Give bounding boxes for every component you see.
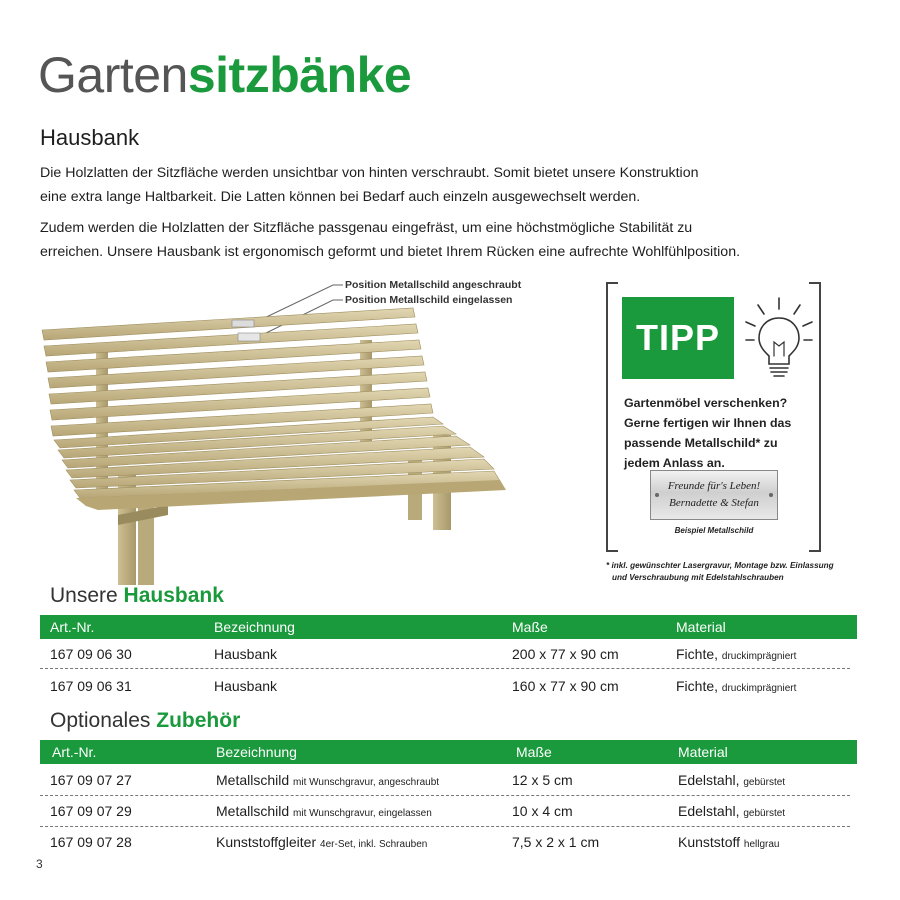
header-size: Maße (516, 744, 552, 760)
cell-art: 167 09 06 30 (50, 646, 132, 662)
callout-screwed: Position Metallschild angeschraubt (345, 279, 522, 291)
table-row (40, 828, 857, 859)
cell-art: 167 09 07 28 (50, 834, 132, 850)
cell-name: Hausbank (214, 678, 278, 694)
section-heading-zubehoer (50, 709, 240, 733)
name-note: mit Wunschgravur, eingelassen (293, 808, 432, 819)
section-heading-hausbank (50, 584, 224, 608)
cell-size: 10 x 4 cm (512, 803, 573, 819)
title-light: Garten (38, 47, 188, 103)
cell-material (676, 678, 796, 694)
cell-material (678, 803, 785, 819)
tipp-line: passende Metallschild* zu (624, 436, 778, 450)
cell-art: 167 09 07 29 (50, 803, 132, 819)
tipp-text (624, 393, 814, 473)
material-main: Kunststoff (678, 834, 741, 850)
table-header (40, 740, 857, 764)
plate-line-2: Bernadette & Stefan (669, 497, 759, 509)
plate-line-1: Freunde für's Leben! (667, 480, 761, 492)
material-note: druckimprägniert (721, 651, 797, 662)
tipp-bracket-left (606, 282, 618, 552)
tipp-badge: TIPP (622, 297, 734, 379)
table-row (40, 797, 857, 828)
paragraph-line-4: erreichen. Unsere Hausbank ist ergonomisch geformt und bietet Ihrem Rücken eine aufrechte Wohlfühlposition. (40, 244, 741, 260)
cell-size: 7,5 x 2 x 1 cm (512, 834, 600, 850)
material-main: Fichte, (676, 646, 719, 662)
footnote (606, 560, 856, 584)
table-row (40, 672, 857, 703)
material-main: Fichte, (676, 678, 719, 694)
paragraph-line-2: eine extra lange Haltbarkeit. Die Latten können bei Bedarf auch einzeln ausgewechselt werden. (40, 189, 641, 205)
row-divider (40, 826, 850, 827)
header-art: Art.-Nr. (52, 744, 97, 760)
tipp-line: Gerne fertigen wir Ihnen das (624, 416, 792, 430)
name-main: Metallschild (216, 803, 290, 819)
header-name: Bezeichnung (214, 619, 295, 635)
footnote-line-2: und Verschraubung mit Edelstahlschrauben (612, 573, 784, 582)
section-heading-bold: Hausbank (123, 584, 224, 607)
section-heading-bold: Zubehör (156, 709, 241, 732)
cell-material (678, 772, 785, 788)
callout-inset: Position Metallschild eingelassen (345, 294, 513, 306)
cell-size: 160 x 77 x 90 cm (512, 678, 619, 694)
material-main: Edelstahl, (678, 803, 740, 819)
cell-name (216, 834, 427, 850)
tipp-line: jedem Anlass an. (624, 456, 725, 470)
paragraph-line-3: Zudem werden die Holzlatten der Sitzfläche passgenau eingefräst, um eine höchstmögliche Stabilität zu (40, 220, 693, 236)
screw-icon (655, 493, 659, 497)
subtitle: Hausbank (40, 125, 140, 150)
cell-name: Hausbank (214, 646, 278, 662)
cell-name (216, 772, 439, 788)
header-size: Maße (512, 619, 548, 635)
cell-size: 12 x 5 cm (512, 772, 573, 788)
table-row (40, 766, 857, 797)
table-header (40, 615, 857, 639)
plate-caption: Beispiel Metallschild (674, 526, 754, 535)
header-material: Material (676, 619, 726, 635)
name-note: 4er-Set, inkl. Schrauben (320, 839, 428, 850)
row-divider (40, 795, 850, 796)
material-note: gebürstet (743, 777, 786, 788)
tipp-line: Gartenmöbel verschenken? (624, 396, 788, 410)
cell-art: 167 09 06 31 (50, 678, 132, 694)
table-row (40, 640, 857, 671)
section-heading-light: Unsere (50, 584, 118, 607)
material-note: gebürstet (743, 808, 786, 819)
cell-size: 200 x 77 x 90 cm (512, 646, 619, 662)
name-main: Metallschild (216, 772, 290, 788)
metal-plate-example (650, 470, 778, 520)
paragraph-line-1: Die Holzlatten der Sitzfläche werden unsichtbar von hinten verschraubt. Somit bietet unsere Konstruktion (40, 165, 699, 181)
page-number: 3 (36, 857, 43, 871)
row-divider (40, 668, 850, 669)
cell-art: 167 09 07 27 (50, 772, 132, 788)
header-art: Art.-Nr. (50, 619, 95, 635)
bench-image (38, 300, 568, 590)
material-note: druckimprägniert (721, 683, 797, 694)
cell-material (676, 646, 796, 662)
title-bold: sitzbänke (187, 47, 412, 103)
header-name: Bezeichnung (216, 744, 297, 760)
material-note: hellgrau (743, 839, 780, 850)
header-material: Material (678, 744, 728, 760)
name-note: mit Wunschgravur, angeschraubt (293, 777, 440, 788)
screw-icon (769, 493, 773, 497)
name-main: Kunststoffgleiter (216, 834, 317, 850)
cell-material (678, 834, 780, 850)
section-heading-light: Optionales (50, 709, 151, 732)
footnote-line-1: * inkl. gewünschter Lasergravur, Montage bzw. Einlassung (606, 561, 834, 570)
cell-name (216, 803, 432, 819)
lightbulb-icon (744, 296, 814, 382)
material-main: Edelstahl, (678, 772, 740, 788)
